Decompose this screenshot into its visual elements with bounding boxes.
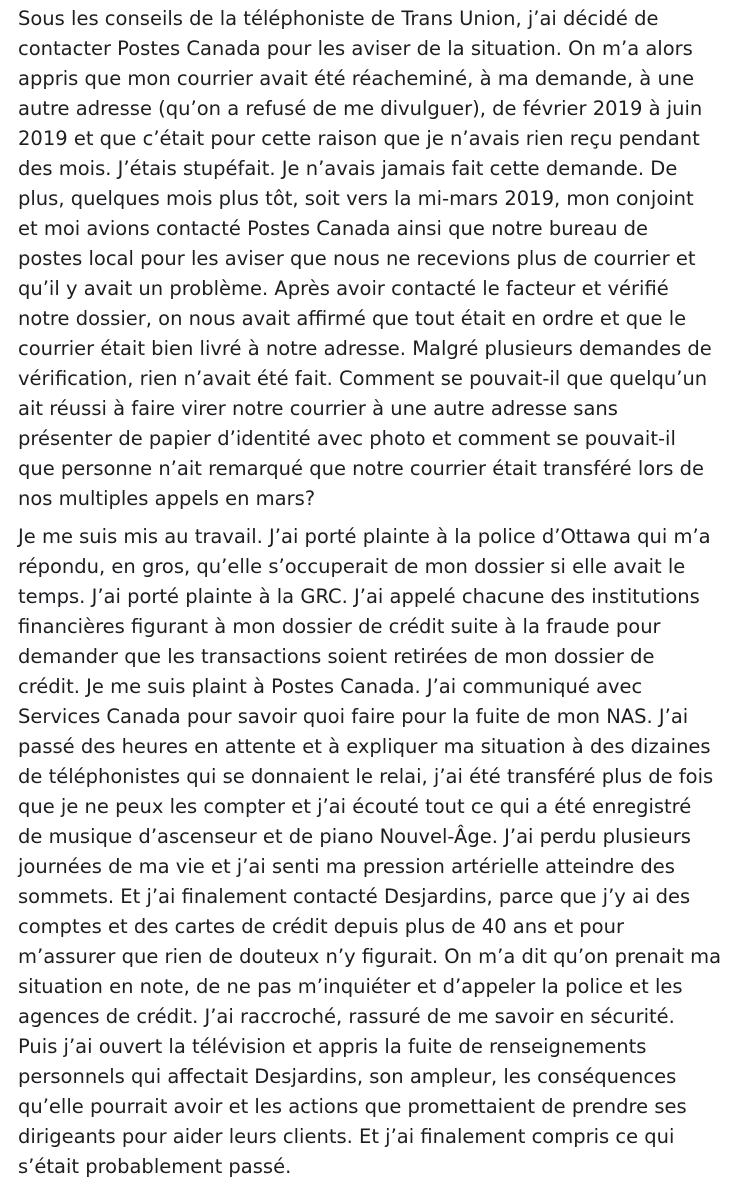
paragraph-line: de musique d’ascenseur et de piano Nouvel-Âge. J’ai perdu plusieurs xyxy=(18,825,691,848)
paragraph-line: crédit. Je me suis plaint à Postes Canada. J’ai communiqué avec xyxy=(18,675,643,698)
paragraph-line: Sous les conseils de la téléphoniste de Trans Union, j’ai décidé de xyxy=(18,7,659,30)
paragraph-line: sommets. Et j’ai finalement contacté Desjardins, parce que j’y ai des xyxy=(18,885,691,908)
paragraph-line: journées de ma vie et j’ai senti ma pression artérielle atteindre des xyxy=(18,855,675,878)
paragraph-line: qu’il y avait un problème. Après avoir contacté le facteur et vérifié xyxy=(18,277,669,300)
paragraph-line: notre dossier, on nous avait affirmé que tout était en ordre et que le xyxy=(18,307,687,330)
paragraph-line: vérification, rien n’avait été fait. Comment se pouvait-il que quelqu’un xyxy=(18,367,708,390)
paragraph-line: agences de crédit. J’ai raccroché, rassuré de me savoir en sécurité. xyxy=(18,1005,675,1028)
paragraph-line: des mois. J’étais stupéfait. Je n’avais jamais fait cette demande. De xyxy=(18,157,678,180)
paragraph-line: nos multiples appels en mars? xyxy=(18,487,316,510)
paragraph-line: courrier était bien livré à notre adresse. Malgré plusieurs demandes de xyxy=(18,337,712,360)
paragraph-line: appris que mon courrier avait été réacheminé, à ma demande, à une xyxy=(18,67,695,90)
paragraph-line: ait réussi à faire virer notre courrier à une autre adresse sans xyxy=(18,397,618,420)
paragraph-line: qu’elle pourrait avoir et les actions que promettaient de prendre ses xyxy=(18,1095,687,1118)
paragraph-line: 2019 et que c’était pour cette raison que je n’avais rien reçu pendant xyxy=(18,127,700,150)
paragraph-line: dirigeants pour aider leurs clients. Et j’ai finalement compris ce qui xyxy=(18,1125,675,1148)
paragraph-line: répondu, en gros, qu’elle s’occuperait de mon dossier si elle avait le xyxy=(18,555,686,578)
paragraph-line: de téléphonistes qui se donnaient le relai, j’ai été transféré plus de fois xyxy=(18,765,714,788)
paragraph-line: que je ne peux les compter et j’ai écouté tout ce qui a été enregistré xyxy=(18,795,692,818)
paragraph-line: que personne n’ait remarqué que notre courrier était transféré lors de xyxy=(18,457,704,480)
paragraph-line: postes local pour les aviser que nous ne recevions plus de courrier et xyxy=(18,247,696,270)
paragraph-line: Puis j’ai ouvert la télévision et appris la fuite de renseignements xyxy=(18,1035,647,1058)
paragraph-line: autre adresse (qu’on a refusé de me divulguer), de février 2019 à juin xyxy=(18,97,703,120)
paragraph-line: plus, quelques mois plus tôt, soit vers la mi-mars 2019, mon conjoint xyxy=(18,187,694,210)
paragraph-line: personnels qui affectait Desjardins, son ampleur, les conséquences xyxy=(18,1065,677,1088)
paragraph-line: contacter Postes Canada pour les aviser de la situation. On m’a alors xyxy=(18,37,693,60)
paragraph-line: Services Canada pour savoir quoi faire pour la fuite de mon NAS. J’ai xyxy=(18,705,689,728)
paragraph-line: comptes et des cartes de crédit depuis plus de 40 ans et pour xyxy=(18,915,624,938)
post-body xyxy=(18,4,742,1182)
paragraph-line: demander que les transactions soient retirées de mon dossier de xyxy=(18,645,655,668)
paragraph-line: situation en note, de ne pas m’inquiéter et d’appeler la police et les xyxy=(18,975,683,998)
paragraph xyxy=(18,522,742,1182)
paragraph-line: présenter de papier d’identité avec photo et comment se pouvait-il xyxy=(18,427,676,450)
paragraph-line: et moi avions contacté Postes Canada ainsi que notre bureau de xyxy=(18,217,649,240)
paragraph-line: Je me suis mis au travail. J’ai porté plainte à la police d’Ottawa qui m’a xyxy=(18,525,711,548)
paragraph-line: s’était probablement passé. xyxy=(18,1155,292,1178)
paragraph-line: financières figurant à mon dossier de crédit suite à la fraude pour xyxy=(18,615,661,638)
paragraph-line: passé des heures en attente et à expliquer ma situation à des dizaines xyxy=(18,735,711,758)
paragraph-line: temps. J’ai porté plainte à la GRC. J’ai appelé chacune des institutions xyxy=(18,585,700,608)
paragraph xyxy=(18,4,742,514)
paragraph-line: m’assurer que rien de douteux n’y figurait. On m’a dit qu’on prenait ma xyxy=(18,945,722,968)
